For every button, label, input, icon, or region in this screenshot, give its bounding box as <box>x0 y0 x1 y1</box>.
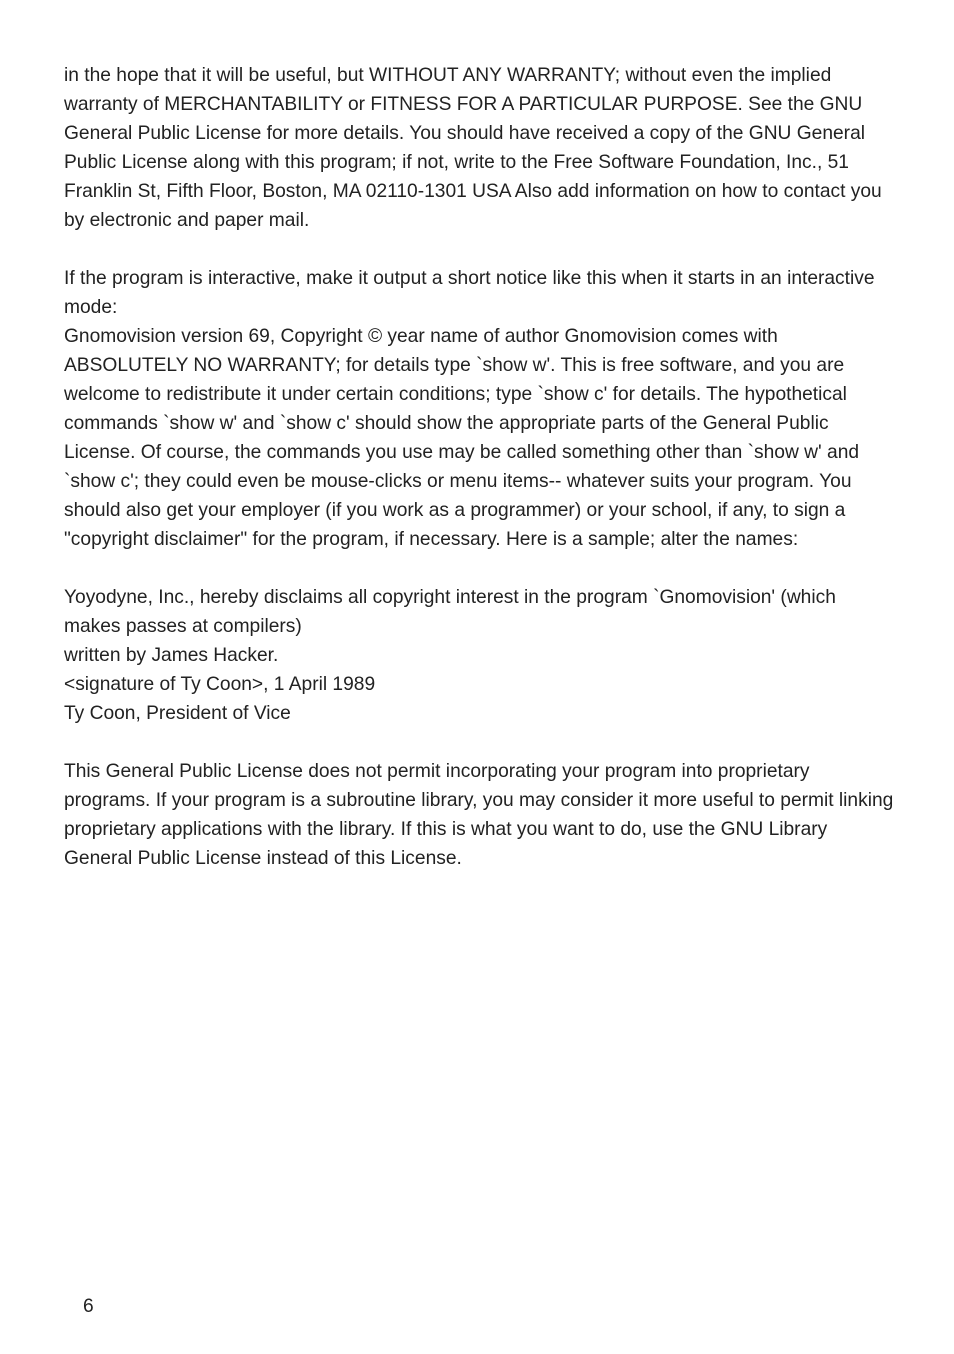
body-text <box>64 61 896 873</box>
paragraph-spacer <box>64 235 896 264</box>
paragraph-signatory: Ty Coon, President of Vice <box>64 703 291 724</box>
paragraph-interactive-notice: If the program is interactive, make it output a short notice like this when it starts in an interactive mode: <box>64 268 875 318</box>
paragraph-author: written by James Hacker. <box>64 645 279 666</box>
paragraph-warranty: in the hope that it will be useful, but WITHOUT ANY WARRANTY; without even the implied warranty of MERCHANTABILITY or FITNESS FOR A PARTICULAR PURPOSE. See the GNU General Public License for more details. You should have received a copy of the GNU General Public License along with this program; if not, write to the Free Software Foundation, Inc., 51 Franklin St, Fifth Floor, Boston, MA 02110-1301 USA Also add information on how to contact you by electronic and paper mail. <box>64 65 882 231</box>
paragraph-spacer <box>64 728 896 757</box>
paragraph-signature: <signature of Ty Coon>, 1 April 1989 <box>64 674 376 695</box>
paragraph-disclaimer: Yoyodyne, Inc., hereby disclaims all copyright interest in the program `Gnomovision' (which makes passes at compilers) <box>64 587 836 637</box>
paragraph-library-note: This General Public License does not permit incorporating your program into proprietary programs. If your program is a subroutine library, you may consider it more useful to permit linking proprietary applications with the library. If this is what you want to do, use the GNU Library General Public License instead of this License. <box>64 761 894 869</box>
page-number: 6 <box>83 1296 94 1317</box>
paragraph-gnomovision-notice: Gnomovision version 69, Copyright © year name of author Gnomovision comes with ABSOLUTELY NO WARRANTY; for details type `show w'. This is free software, and you are welcome to redistribute it under certain conditions; type `show c' for details. The hypothetical commands `show w' and `show c' should show the appropriate parts of the General Public License. Of course, the commands you use may be called something other than `show w' and `show c'; they could even be mouse-clicks or menu items-- whatever suits your program. You should also get your employer (if you work as a programmer) or your school, if any, to sign a "copyright disclaimer" for the program, if necessary. Here is a sample; alter the names: <box>64 326 860 550</box>
paragraph-spacer <box>64 554 896 583</box>
